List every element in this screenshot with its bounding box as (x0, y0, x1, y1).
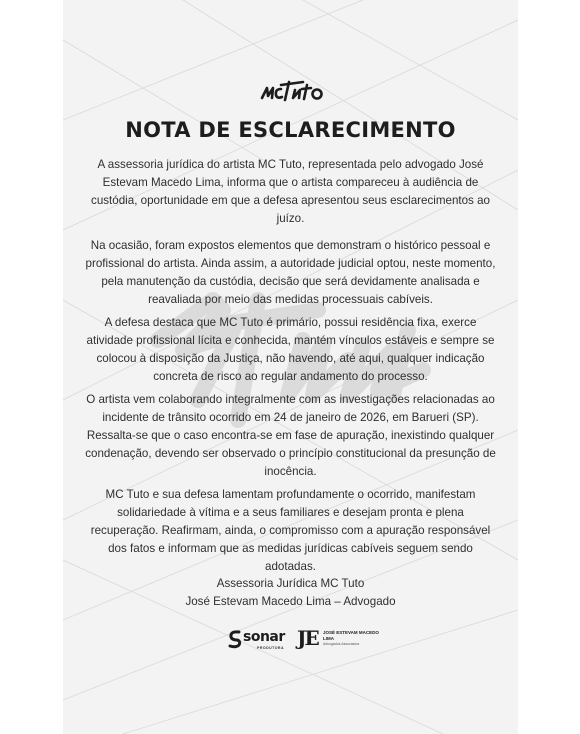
sonar-wordmark: sonar (243, 629, 285, 645)
law-firm-initials: JE (297, 626, 318, 650)
sonar-logo (223, 626, 289, 652)
sonar-subtitle: PRODUTORA (257, 646, 284, 650)
document-page (63, 0, 518, 734)
page-title: NOTA DE ESCLARECIMENTO (125, 118, 456, 142)
paragraph-4: O artista vem colaborando integralmente com as investigações relacionadas ao incidente de trânsito ocorrido em 24 de janeiro de 2026, em Barueri (SP). Ressalta-se que o caso encontra-se em fase de apuração, inexistindo qualquer condenação, devendo ser observado o princípio constitucional da presunção de inocência. (85, 393, 496, 478)
paragraph-3: A defesa destaca que MC Tuto é primário, possui residência fixa, exerce atividade profissional lícita e conhecida, mantém vínculos estáveis e sempre se colocou à disposição da Justiça, não havendo, até aqui, qualquer indicação concreta de risco ao regular andamento do processo. (86, 316, 495, 383)
document-content (63, 0, 518, 734)
law-firm-subtitle: Advogados Associados (323, 642, 360, 646)
paragraph-2: Na ocasião, foram expostos elementos que demonstram o histórico pessoal e profissional do artista. Ainda assim, a autoridade judicial optou, neste momento, pela manutenção da custódia, decisão que será devidamente analisada e reavaliada por meio das medidas processuais cabíveis. (85, 239, 496, 306)
mc-tuto-logo (259, 76, 325, 104)
signature-lawyer: José Estevam Macedo Lima – Advogado (185, 595, 396, 608)
law-firm-logo (297, 626, 387, 652)
footer-logos (223, 624, 383, 654)
paragraph-5: MC Tuto e sua defesa lamentam profundamente o ocorrido, manifestam solidariedade à vítima e a seus familiares e desejam pronta e plena recuperação. Reafirmam, ainda, o compromisso com a apuração responsável dos fatos e informam que as medidas jurídicas cabíveis seguem sendo adotadas. (90, 488, 491, 573)
law-firm-name: JOSÉ ESTEVAM MACEDO LIMA (323, 630, 379, 641)
sonar-wave-icon (227, 629, 243, 649)
paragraph-1: A assessoria jurídica do artista MC Tuto, representada pelo advogado José Estevam Macedo Lima, informa que o artista compareceu à audiência de custódia, oportunidade em que a defesa apresentou seus esclarecimentos ao juízo. (91, 158, 490, 225)
signature-office: Assessoria Jurídica MC Tuto (216, 577, 365, 590)
